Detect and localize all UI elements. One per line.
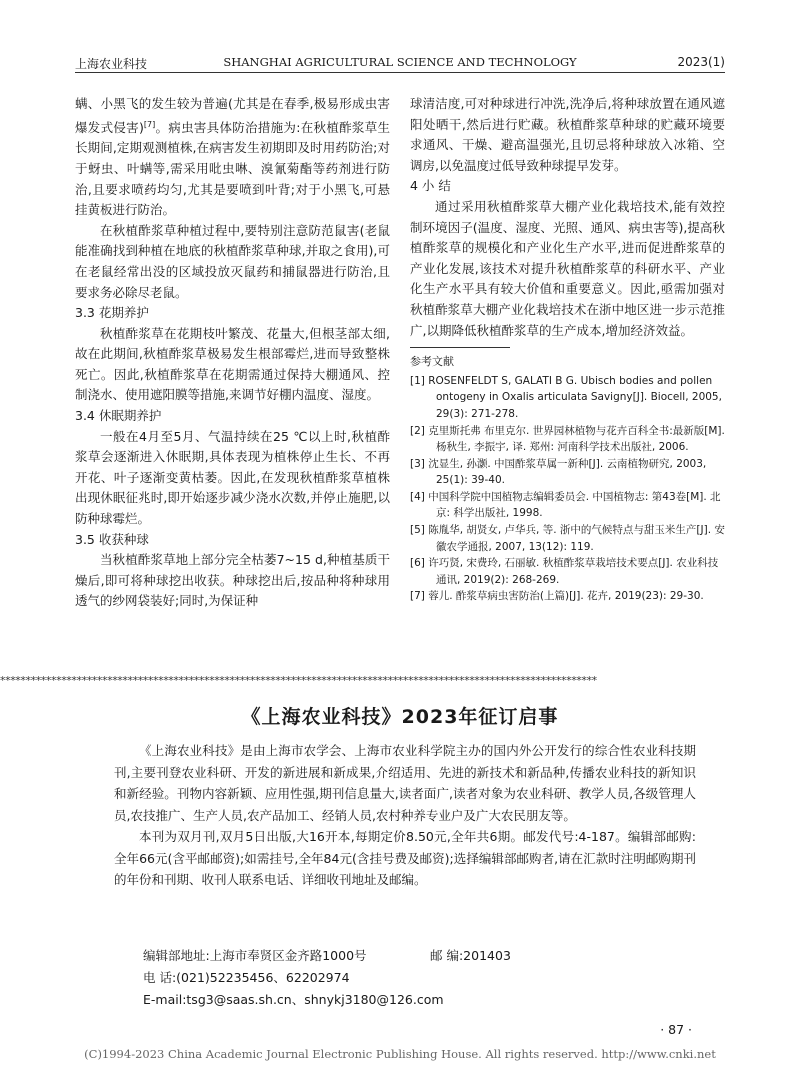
reference-item: [2] 克里斯托弗 布里克尔. 世界园林植物与花卉百科全书:最新版[M]. 杨秋生, 李振宇, 译. 郑州: 河南科学技术出版社, 2006.: [410, 424, 725, 454]
left-column: [75, 94, 390, 612]
reference-item: [7] 蓉儿. 酢浆草病虫害防治(上篇)[J]. 花卉, 2019(23): 29-30.: [410, 590, 704, 603]
reference-item: [6] 许巧贤, 宋费玲, 石丽敏. 秋植酢浆草栽培技术要点[J]. 农业科技通讯, 2019(2): 268-269.: [410, 557, 719, 586]
reference-item: [5] 陈胤华, 胡贤女, 卢华兵, 等. 浙中的气候特点与甜玉米生产[J]. 安徽农学通报, 2007, 13(12): 119.: [410, 524, 725, 553]
paragraph: 当秋植酢浆草地上部分完全枯萎7~15 d,种植基质干燥后,即可将种球挖出收获。种球挖出后,按品种将种球用透气的纱网袋装好;同时,为保证种: [75, 552, 390, 609]
header-rule: [75, 72, 725, 73]
section-heading: 3.5 收获种球: [75, 531, 149, 547]
references-title: 参考文献: [410, 355, 454, 369]
reference-item: [1] ROSENFELDT S, GALATI B G. Ubisch bodies and pollen ontogeny in Oxalis articulata Savigny[J]. Biocell, 2005, 29(3): 271-278.: [410, 374, 722, 420]
paragraph: 在秋植酢浆草种植过程中,要特别注意防范鼠害(老鼠能准确找到种植在地底的秋植酢浆草种球,并取之食用),可在老鼠经常出没的区域投放灭鼠药和捕鼠器进行防治,且要求务必除尽老鼠。: [75, 222, 390, 300]
reference-item: [4] 中国科学院中国植物志编辑委员会. 中国植物志: 第43卷[M]. 北京: 科学出版社, 1998.: [410, 490, 721, 520]
paragraph: 球清洁度,可对种球进行冲洗,洗净后,将种球放置在通风遮阳处晒干,然后进行贮藏。秋植酢浆草种球的贮藏环境要求通风、干燥、避高温强光,且切忌将种球放入冰箱、空调房,以免温度过低导致种球提早发芽。: [410, 96, 725, 173]
references-rule: [410, 347, 510, 348]
paragraph: 通过采用秋植酢浆草大棚产业化栽培技术,能有效控制环境因子(温度、湿度、光照、通风、病虫害等),提高秋植酢浆草的规模化和产业化生产水平,进而促进酢浆草的产业化发展,该技术对提升秋植酢浆草的科研水平、产业化生产水平具有较大价值和重要意义。因此,亟需加强对秋植酢浆草大棚产业化栽培技术在浙中地区进一步示范推广,以期降低秋植酢浆草的生产成本,增加经济效益。: [410, 198, 725, 338]
notice-paragraph: 《上海农业科技》是由上海市农学会、上海市农业科学院主办的国内外公开发行的综合性农业科技期刊,主要刊登农业科研、开发的新进展和新成果,介绍适用、先进的新技术和新品种,传播农业科技的新知识和新经验。刊物内容新颖、应用性强,期刊信息量大,读者面广,读者对象为农业科研、教学人员,各级管理人员,农技推广、生产人员,农产品加工、经销人员,农村种养专业户及广大农民朋友等。: [114, 743, 696, 823]
postcode: 邮 编:201403: [430, 948, 511, 963]
section-heading: 3.4 休眠期养护: [75, 408, 162, 424]
right-column: [410, 94, 725, 605]
phone: 电 话:(021)52235456、62202974: [143, 970, 350, 985]
star-separator: *********************************************************************************************************************: [0, 674, 597, 687]
notice-body: [114, 740, 696, 891]
editorial-address: 编辑部地址:上海市奉贤区金齐路1000号: [143, 948, 367, 963]
journal-english-title: SHANGHAI AGRICULTURAL SCIENCE AND TECHNOLOGY: [223, 55, 577, 69]
journal-name-header: 上海农业科技: [75, 57, 148, 71]
section-heading: 4 小 结: [410, 178, 451, 194]
page-number: · 87 ·: [660, 1022, 692, 1037]
paragraph: 一般在4月至5月、气温持续在25 ℃以上时,秋植酢浆草会逐渐进入休眠期,具体表现为植株停止生长、不再开花、叶子逐渐变黄枯萎。因此,在发现秋植酢浆草植株出现休眠征兆时,即开始逐步减少浇水次数,并停止施肥,以防种球霉烂。: [75, 428, 390, 527]
paragraph: 秋植酢浆草在花期枝叶繁茂、花量大,但根茎部太细,故在此期间,秋植酢浆草极易发生根部霉烂,进而导致整株死亡。因此,秋植酢浆草在花期需通过保持大棚通风、控制浇水、使用遮阳膜等措施,来调节好棚内温度、湿度。: [75, 325, 390, 403]
issue-label: 2023(1): [677, 55, 725, 69]
notice-title: 《上海农业科技》2023年征订启事: [241, 706, 559, 728]
paragraph-text: 螨、小黑飞的发生较为普遍(尤其是在春季,极易形成虫害爆发式侵害): [75, 96, 390, 135]
paragraph: [75, 94, 390, 221]
reference-item: [3] 沈显生, 孙灏. 中国酢浆草属一新种[J]. 云南植物研究, 2003, 25(1): 39-40.: [410, 457, 707, 487]
paragraph-text: 。病虫害具体防治措施为:在秋植酢浆草生长期间,定期观测植株,在病害发生初期即及时用药防治;对于蚜虫、叶螨等,需采用吡虫啉、溴氰菊酯等药剂进行防治,且要求喷药均匀,尤其是要喷到叶背;对于小黑飞,可悬挂黄板进行防治。: [75, 119, 390, 218]
email: E-mail:tsg3@saas.sh.cn、shnykj3180@126.com: [143, 992, 444, 1007]
copyright-footer: (C)1994-2023 China Academic Journal Electronic Publishing House. All rights reserved. http://www.cnki.net: [84, 1047, 716, 1061]
section-heading: 3.3 花期养护: [75, 305, 149, 321]
citation: [7]: [143, 119, 156, 129]
notice-paragraph: 本刊为双月刊,双月5日出版,大16开本,每期定价8.50元,全年共6期。邮发代号:4-187。编辑部邮购:全年66元(含平邮邮资);如需挂号,全年84元(含挂号费及邮资);选择编辑部邮购者,请在汇款时注明邮购期刊的年份和刊期、收刊人联系电话、详细收刊地址及邮编。: [114, 829, 696, 887]
